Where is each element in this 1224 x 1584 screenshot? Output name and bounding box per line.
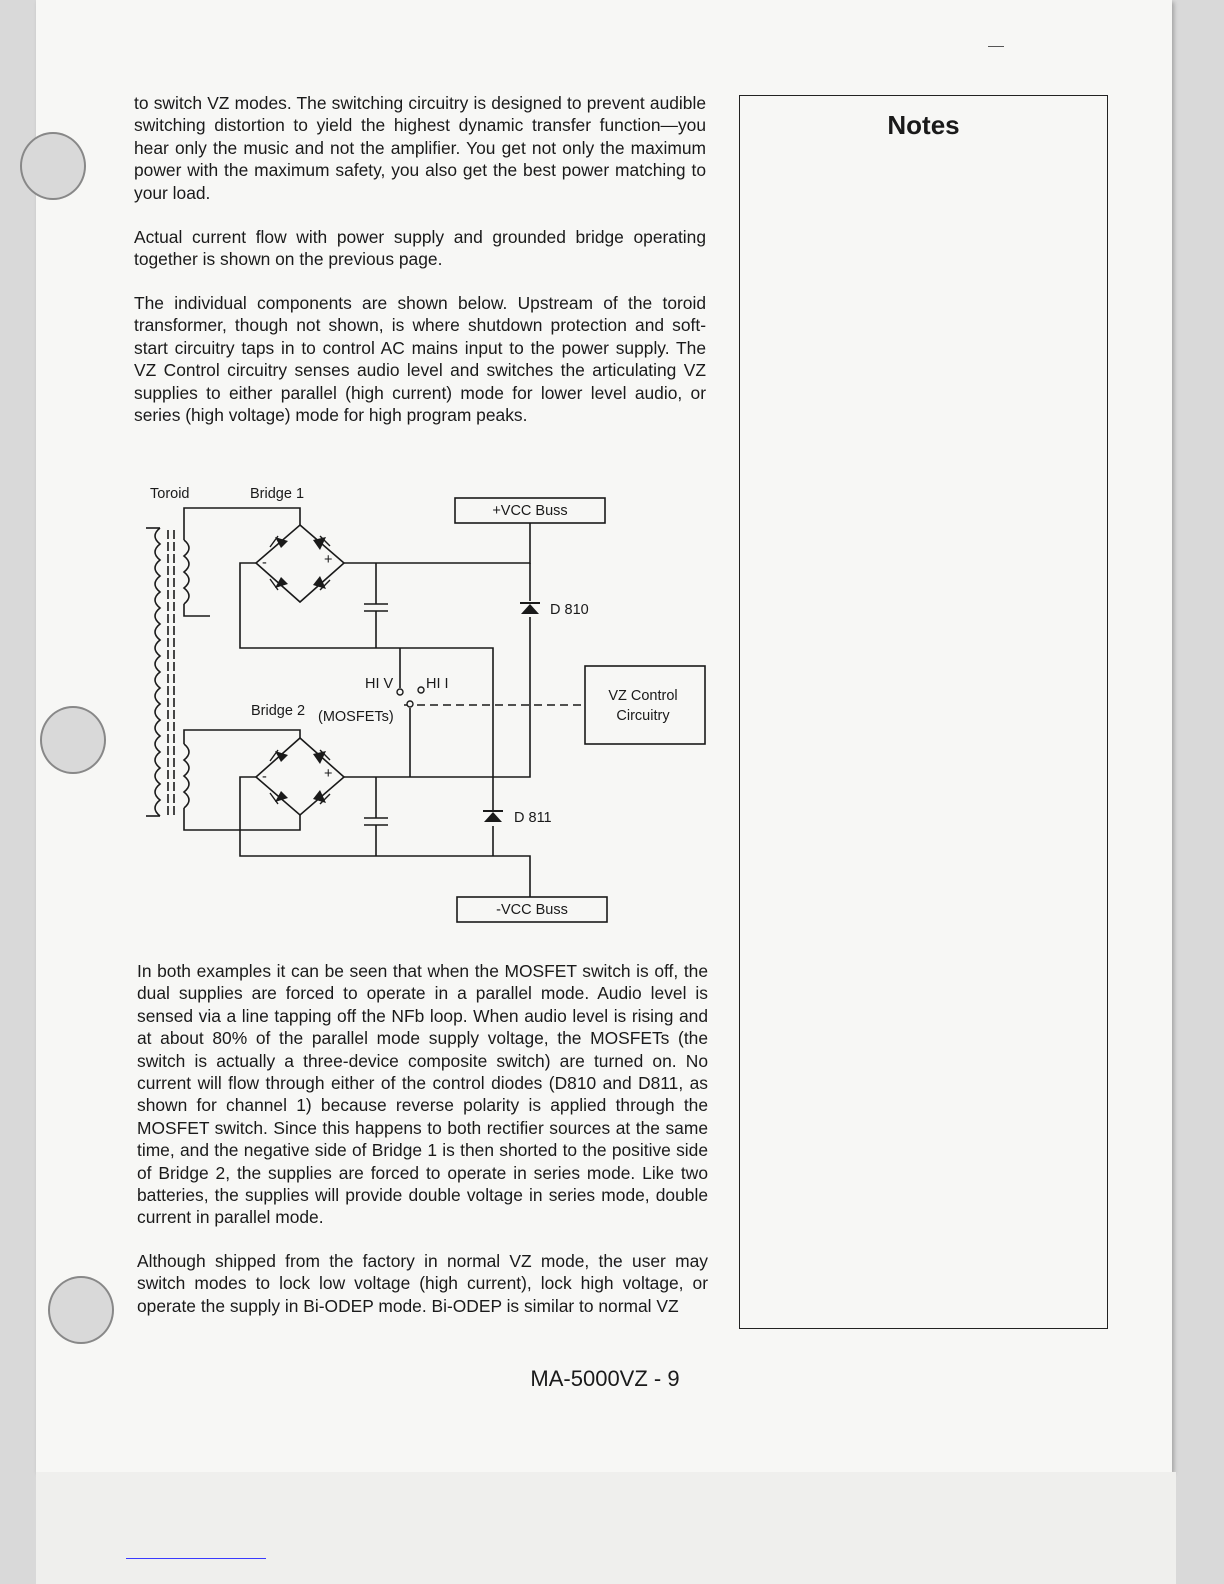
vz-control-label: VZ Control	[608, 688, 678, 704]
bridge2-label: Bridge 2	[251, 703, 306, 719]
paragraph-intro: to switch VZ modes. The switching circuitry is designed to prevent audible switching distortion to yield the highest dynamic transfer function—you hear only the music and not the amplifier. You get not only the maximum power with the maximum safety, you also get the best power matching to your load.	[134, 93, 706, 203]
bottom-rule	[126, 1558, 266, 1559]
toroid-label: Toroid	[150, 486, 190, 502]
paragraph-modes: Although shipped from the factory in normal VZ mode, the user may switch modes to lock low voltage (high current), lock high voltage, or operate the supply in Bi-ODEP mode. Bi-ODEP is similar to normal VZ	[137, 1251, 708, 1316]
vcc-neg-label: -VCC Buss	[496, 902, 568, 918]
hi-v-label: HI V	[365, 676, 394, 692]
vcc-pos-label: +VCC Buss	[492, 503, 568, 519]
d810-label: D 810	[550, 602, 589, 618]
notes-title: Notes	[887, 110, 960, 140]
d811-label: D 811	[514, 810, 552, 826]
svg-text:-: -	[262, 769, 267, 785]
page-footer: MA-5000VZ - 9	[530, 1366, 680, 1391]
paragraph-current-flow: Actual current flow with power supply and grounded bridge operating together is shown on the previous page.	[134, 227, 706, 270]
paragraph-mosfet-switch: In both examples it can be seen that when the MOSFET switch is off, the dual supplies are forced to operate in a parallel mode. Audio level is sensed via a line tapping off the NFb loop. When audio level is rising and at about 80% of the parallel mode supply voltage, the MOSFETs (the switch is actually a three-device composite switch) are turned on. No current will flow through either of the control diodes (D810 and D811, as shown for channel 1) because reverse polarity is applied through the MOSFET switch. Since this happens to both rectifier sources at the same time, and the negative side of Bridge 1 is then shorted to the positive side of Bridge 2, the supplies are forced to operate in series mode. Like two batteries, the supplies will provide double voltage in series mode, double current in parallel mode.	[137, 961, 708, 1228]
vz-circuitry-label: Circuitry	[616, 708, 670, 724]
mosfets-label: (MOSFETs)	[318, 709, 394, 725]
svg-text:+: +	[324, 552, 333, 568]
paragraph-components: The individual components are shown below. Upstream of the toroid transformer, though not shown, is where shutdown protection and soft-start circuitry taps in to control AC mains input to the power supply. The VZ Control circuitry senses audio level and switches the articulating VZ supplies to either parallel (high current) mode for lower level audio, or series (high voltage) mode for high program peaks.	[134, 293, 706, 426]
svg-text:+: +	[324, 766, 333, 782]
hi-i-label: HI I	[426, 676, 449, 692]
bridge1-label: Bridge 1	[250, 486, 305, 502]
svg-text:-: -	[262, 555, 267, 571]
